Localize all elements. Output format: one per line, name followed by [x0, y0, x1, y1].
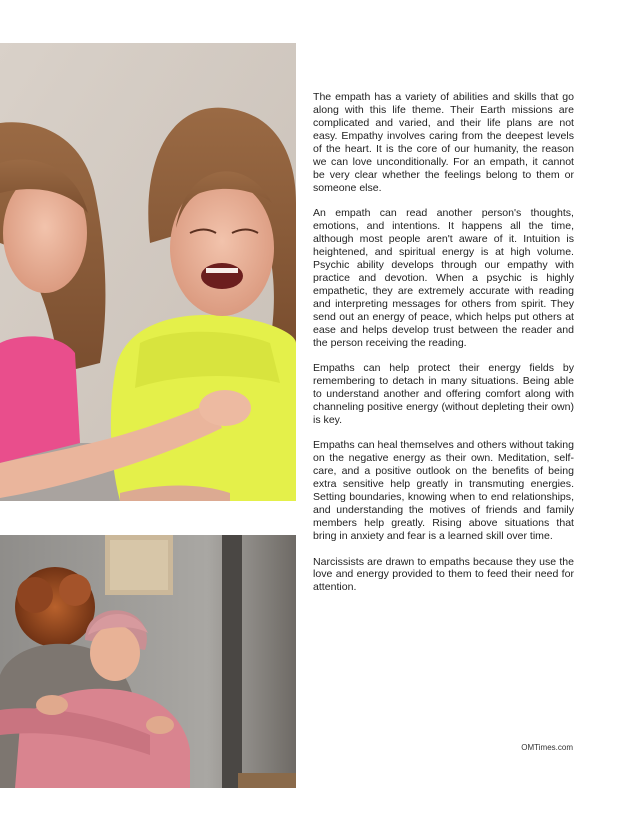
photo-girls-comforting-illustration — [0, 43, 296, 501]
photo-women-hugging-illustration — [0, 535, 296, 788]
photo-girls-comforting — [0, 43, 296, 501]
article-body — [313, 91, 574, 607]
article-paragraph: An empath can read another person's thoughts, emotions, and intentions. It happens all the time, although most people aren't aware of it. Intuition is heightened, and spiritual energy is at high volume. Psychic ability develops through our empathy with practice and devotion. When a psychic is highly empathetic, they are extremely accurate with reading and interpreting messages for others from spirit. They send out an energy of peace, which helps put others at ease and helps develop trust between the reader and the person receiving the reading. — [313, 207, 574, 349]
article-paragraph: Empaths can heal themselves and others without taking on the negative energy as their own. Meditation, self-care, and a positive outlook on the benefits of being extra sensitive help greatly in transmuting energies. Setting boundaries, knowing when to end relationships, and understanding the motives of friends and family members help greatly. Rising above situations that bring in anxiety and fear is a learned skill over time. — [313, 439, 574, 543]
footer-site-name: OMTimes.com — [521, 743, 573, 752]
photo-women-hugging — [0, 535, 296, 788]
article-paragraph: The empath has a variety of abilities and skills that go along with this life theme. Their Earth missions are complicated and varied, and their life plans are not easy. Empathy involves caring from the deepest levels of the heart. It is the core of our humanity, the reason we can love unconditionally. For an empath, it cannot be very clear whether the feelings belong to them or someone else. — [313, 91, 574, 194]
article-paragraph: Empaths can help protect their energy fields by remembering to detach in many situations. Being able to understand another and offering comfort along with channeling positive energy (without depleting their own) is key. — [313, 362, 574, 426]
article-paragraph: Narcissists are drawn to empaths because they use the love and energy provided to them to feed their need for attention. — [313, 555, 574, 594]
